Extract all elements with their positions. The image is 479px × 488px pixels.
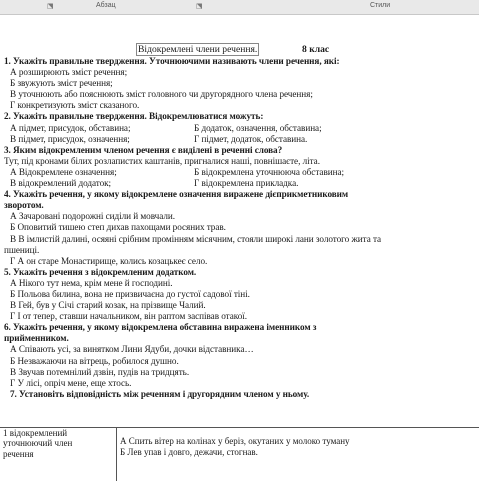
option-row: В відокремлений додаток; Г відокремлена прикладка.	[10, 178, 299, 189]
option: В Звучав потемнілий дзвін, пудів на тридцять.	[10, 366, 190, 377]
question-4-cont: зворотом.	[4, 200, 44, 211]
question-4: 4. Укажіть речення, у якому відокремлене означення виражене дієприкметниковим	[4, 189, 349, 200]
question-5: 5. Укажіть речення з відокремленим додатком.	[4, 266, 197, 277]
question-6-cont: прийменником.	[4, 333, 69, 344]
option: А Нікого тут нема, крім мене й господині.	[10, 277, 173, 288]
matching-table	[0, 427, 479, 481]
option: Г конкретизують зміст сказаного.	[10, 100, 140, 111]
option: В Гей, був у Січі старий козак, на прізвище Чалий.	[10, 300, 206, 311]
question-2: 2. Укажіть правильне твердження. Відокремлюватися можуть:	[4, 111, 264, 122]
question-3: 3. Яким відокремленим членом речення є виділені в реченні слова?	[4, 144, 283, 155]
option: Б Незважаючи на вітрець, робилося душно.	[10, 355, 179, 366]
question-6: 6. Укажіть речення, у якому відокремлена обставина виражена іменником з	[4, 322, 317, 333]
option: В уточнюють або пояснюють зміст головного чи другорядного члена речення;	[10, 89, 313, 100]
paragraph-dialog-launcher-icon[interactable]: ⬔	[196, 3, 203, 10]
option: А Співають усі, за винятком Лини Ядуби, дочки відставника…	[10, 344, 254, 355]
styles-group-label: Стили	[370, 2, 391, 9]
question-3-sentence: Тут, під кронами білих розлапистих каштанів, пригналися наші, повнішаєте, літа.	[4, 155, 320, 166]
grade-label: 8 клас	[302, 44, 330, 55]
option: Б звужують зміст речення;	[10, 78, 113, 89]
option: А Зачаровані подорожні сиділи й мовчали.	[10, 211, 175, 222]
option: Г А он старе Монастирище, колись козацькеє село.	[10, 255, 208, 266]
document-title: Відокремлені члени речення.	[138, 44, 258, 55]
word-ribbon	[0, 0, 479, 15]
dialog-launcher-icon[interactable]: ⬔	[47, 3, 54, 10]
option: Г У лісі, опріч мене, еще хтось.	[10, 377, 132, 388]
option-row: А підмет, присудок, обставина; Б додаток, означення, обставина;	[10, 122, 322, 133]
option-cont: пшениці.	[4, 244, 40, 255]
option: Б Оповитий тишею степ дихав пахощами росяних трав.	[10, 222, 226, 233]
option-row: А Відокремлене означення; Б відокремлена уточнююча обставина;	[10, 166, 344, 177]
table-left-cell: 1 відокремлений уточнюючий член речення	[0, 428, 117, 481]
table-right-cell: А Спить вітер на колінах у беріз, окутаних у молоко туману Б Лев упав і довго, дежачи, стогнав.	[120, 436, 350, 457]
option: В В імлистій далині, осяяні срібним промінням місячним, стояли широкі лани золотого жита та	[10, 233, 382, 244]
option: А розширюють зміст речення;	[10, 67, 128, 78]
option-row: В підмет, присудок, означення; Г підмет, додаток, обставина.	[10, 133, 308, 144]
question-1: 1. Укажіть правильне твердження. Уточнюючими називають члени речення, які:	[4, 56, 340, 66]
option: Б Польова билина, вона не призвичаєна до густої садової тіні.	[10, 288, 250, 299]
paragraph-group-label: Абзац	[96, 2, 116, 9]
option: Г І от тепер, ставши начальником, він раптом заспівав отакої.	[10, 311, 248, 322]
document-page	[4, 38, 474, 488]
question-7: 7. Установіть відповідність між реченням і другорядним членом у ньому.	[10, 388, 310, 399]
